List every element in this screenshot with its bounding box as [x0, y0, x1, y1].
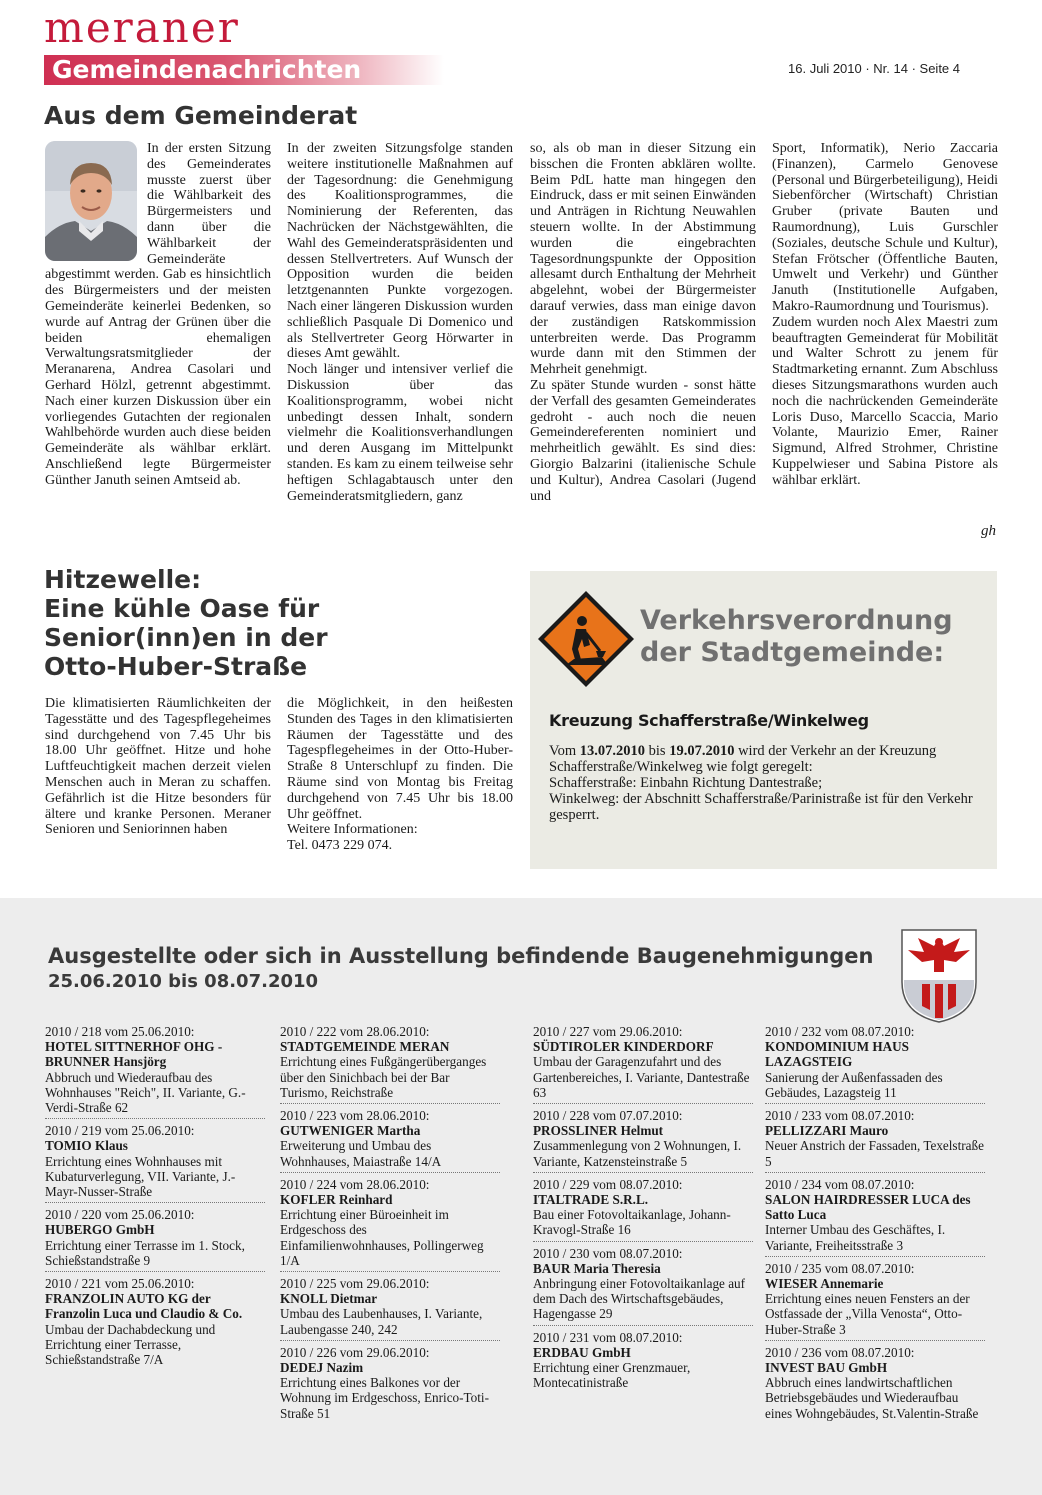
coat-of-arms-icon: [900, 928, 978, 1024]
notice-line: Schafferstraße: Einbahn Richtung Dantestraße;: [549, 775, 823, 791]
permit-holder: ITALTRADE S.R.L.: [533, 1192, 649, 1208]
permit-holder: FRANZOLIN AUTO KG der Franzolin Luca und Claudio & Co.: [45, 1291, 243, 1322]
notice-line: Winkelweg: der Abschnitt Schafferstraße/Parinistraße ist für den Verkehr gesperrt.: [549, 791, 973, 823]
notice-title-line: Verkehrsverordnung: [640, 605, 953, 636]
permit-holder: KOFLER Reinhard: [280, 1192, 393, 1208]
permit-entry: [45, 1024, 265, 1119]
permit-description: Errichtung einer Grenzmauer, Montecatinistraße: [533, 1360, 691, 1391]
permit-ref: 2010 / 236 vom 08.07.2010:: [765, 1344, 915, 1360]
article1-paragraph: Zu später Stunde wurden - sonst hätte der Verfall des gesamten Gemeinderates gedroht - auch noch die neuen Gemeindereferenten nominiert und mehrheitlich gewählt. Es sind dies: Giorgio Balzarini (italienische Schule und Kultur), Andrea Casolari (Jugend und: [530, 377, 756, 504]
permit-ref: 2010 / 233 vom 08.07.2010:: [765, 1108, 915, 1124]
article1-column-2: [287, 141, 513, 504]
permits-column-4: [765, 1024, 985, 1428]
issue-info: 16. Juli 2010 · Nr. 14 · Seite 4: [788, 61, 960, 76]
permits-column-1: [45, 1024, 265, 1374]
permit-entry: [765, 1108, 985, 1173]
permit-entry: [280, 1024, 500, 1104]
permit-holder: SÜDTIROLER KINDERDORF: [533, 1039, 714, 1055]
permit-description: Interner Umbau des Geschäftes, I. Variante, Freiheitsstraße 3: [765, 1222, 946, 1253]
article1-paragraph: In der ersten Sitzung des Gemeinderates musste zuerst über die Wählbarkeit des Bürgermeisters und dann über die Wählbarkeit der Gemeinderäte abgestimmt werden. Gab es hinsichtlich des Bürgermeisters und der meisten Gemeinderäte keinerlei Bedenken, so wurde auf Antrag der Grünen über die beiden ehemaligen Verwaltungsratsmitglieder der Meranarena, Andrea Casolari und Gerhard Hölzl, getrennt abgestimmt. Nach einer kurzen Diskussion über ein vorliegendes Gutachten der regionalen Wahlbehörde wurden auch diese beiden Gemeinderäte als wählbar erklärt. Anschließend legte Bürgermeister Günther Januth seinen Amtseid ab.: [45, 141, 271, 488]
notice-subtitle: Kreuzung Schafferstraße/Winkelweg: [549, 711, 869, 730]
article1-paragraph: Zudem wurden noch Alex Maestri zum beauftragten Gemeinderat für Mobilität und Walter Schrott zu jenem für Stadtmarketing ernannt. Zum Abschluss dieses Sitzungsmarathons wurden auch noch die nachrückenden Gemeinderäte Loris Duso, Marcello Scaccia, Mario Volante, Maurizio Emer, Rainer Sigmund, Alfred Strohmer, Christine Kuppelwieser und Sabina Pistore als wählbar erklärt.: [772, 314, 998, 488]
article2-paragraph: Weitere Informationen:: [287, 822, 418, 838]
permit-description: Errichtung eines Fußgängerüberganges über den Sinichbach bei der Bar Turismo, Reichstraße: [280, 1054, 487, 1100]
permit-entry: [533, 1024, 753, 1104]
permit-entry: [533, 1177, 753, 1242]
article1-paragraph: so, als ob man in dieser Sitzung ein bisschen die Fronten abklären wollte. Beim PdL hatte man hingegen den Eindruck, dass er mit seinen Einwänden und Anträgen in Richtung Neuwahlen steuern wollte. In der Abstimmung wurden die eingebrachten Tagesordnungspunkte der Opposition allesamt durch Enthaltung der Mehrheit abgelehnt, wobei der Bürgermeister darauf verwies, dass man einige davon der zuständigen Ratskommission unterbreiten werde. Das Programm wurde dann mit den Stimmen der Mehrheit genehmigt.: [530, 141, 756, 378]
permit-holder: STADTGEMEINDE MERAN: [280, 1039, 450, 1055]
permit-holder: INVEST BAU GmbH: [765, 1360, 888, 1376]
notice-text: Vom 13.07.2010 bis 19.07.2010 wird der Verkehr an der Kreuzung Schafferstraße/Winkelweg wie folgt geregelt: Schafferstraße: Einbahn Richtung Dantestraße; Winkelweg: der Abschnitt Schafferstraße/Parinistraße ist für den Verkehr gesperrt.: [549, 743, 981, 823]
permit-holder: SALON HAIRDRESSER LUCA des Satto Luca: [765, 1192, 971, 1223]
headline-line: Otto-Huber-Straße: [44, 652, 308, 681]
author-signature: gh: [981, 523, 996, 539]
permit-ref: 2010 / 231 vom 08.07.2010:: [533, 1329, 683, 1345]
roadwork-sign-icon: [536, 589, 636, 689]
headline-line: Hitzewelle:: [44, 565, 202, 594]
article2-paragraph: die Möglichkeit, in den heißesten Stunden des Tages in den klimatisierten Räumen der Tagesstätte und des Tagespflegeheimes in der Otto-Huber-Straße 8 Unterschlupf zu finden. Die Räume sind von Montag bis Freitag durchgehend von 7.45 Uhr bis 18.00 Uhr geöffnet.: [287, 696, 513, 822]
article2-column-1: [45, 696, 271, 838]
permit-holder: PROSSLINER Helmut: [533, 1123, 664, 1139]
masthead-logo: meraner: [44, 3, 240, 52]
date-from: 13.07.2010: [579, 743, 646, 759]
permit-description: Sanierung der Außenfassaden des Gebäudes, Lazagsteig 11: [765, 1069, 943, 1100]
permit-ref: 2010 / 230 vom 08.07.2010:: [533, 1245, 683, 1261]
permit-description: Errichtung eines Balkones vor der Wohnung im Erdgeschoss, Enrico-Toti-Straße 51: [280, 1375, 489, 1421]
permit-ref: 2010 / 219 vom 25.06.2010:: [45, 1123, 195, 1139]
permit-description: Umbau der Garagenzufahrt und des Gartenbereiches, I. Variante, Dantestraße 63: [533, 1054, 750, 1100]
permit-ref: 2010 / 224 vom 28.06.2010:: [280, 1176, 430, 1192]
permit-entry: [280, 1345, 500, 1424]
permit-description: Umbau der Dachabdeckung und Errichtung einer Terrasse, Schießstandstraße 7/A: [45, 1321, 216, 1368]
permit-description: Errichtung einer Terrasse im 1. Stock, Schießstandstraße 9: [45, 1237, 245, 1268]
article1-column-1: [45, 141, 271, 489]
permit-entry: [533, 1330, 753, 1394]
permit-entry: [280, 1177, 500, 1272]
permit-description: Neuer Anstrich der Fassaden, Texelstraße 5: [765, 1138, 984, 1169]
permit-holder: BAUR Maria Theresia: [533, 1260, 661, 1276]
permit-holder: ERDBAU GmbH: [533, 1344, 631, 1360]
permit-ref: 2010 / 222 vom 28.06.2010:: [280, 1024, 430, 1039]
article2-paragraph: Die klimatisierten Räumlichkeiten der Tagesstätte und des Tagespflegeheimes sind durchgehend von 7.45 Uhr bis 18.00 Uhr geöffnet. Hitze und hohe Luftfeuchtigkeit machen derzeit vielen Menschen auch in Meran zu schaffen. Gefährlich ist die Hitze besonders für ältere und kranke Personen. Meraner Senioren und Seniorinnen haben: [45, 696, 271, 838]
permit-entry: [765, 1345, 985, 1424]
permit-entry: [280, 1108, 500, 1173]
notice-title-line: der Stadtgemeinde:: [640, 637, 945, 668]
permit-description: Errichtung eines neuen Fensters an der Ostfassade der „Villa Venosta“, Otto-Huber-Straße 3: [765, 1291, 970, 1337]
notice-title: [640, 605, 953, 669]
permit-description: Erweiterung und Umbau des Wohnhauses, Maiastraße 14/A: [280, 1138, 442, 1169]
permit-ref: 2010 / 220 vom 25.06.2010:: [45, 1207, 195, 1223]
article1-paragraph: In der zweiten Sitzungsfolge standen weitere institutionelle Maßnahmen auf der Tagesordnung: die Genehmigung des Koalitionsprogrammes, die Nominierung der Referenten, das Nachrücken der Nächstgewählten, die Wahl des Gemeinderatspräsidenten und dessen Stellvertreters. Auf Wunsch der Opposition wurden die beiden letztgenannten Punkte vorgezogen. Nach einer längeren Diskussion wurden schließlich Pasquale Di Domenico und als Stellvertreter Georg Hörwarter in dieses Amt gewählt.: [287, 141, 513, 362]
portrait-photo: [45, 141, 137, 261]
permit-ref: 2010 / 234 vom 08.07.2010:: [765, 1176, 915, 1192]
permit-description: Abbruch eines landwirtschaftlichen Betriebsgebäudes und Wiederaufbau eines Wohngebäudes, St.Valentin-Straße: [765, 1375, 979, 1421]
permit-description: Zusammenlegung von 2 Wohnungen, I. Variante, Katzensteinstraße 5: [533, 1138, 742, 1169]
permit-ref: 2010 / 235 vom 08.07.2010:: [765, 1260, 915, 1276]
permit-entry: [45, 1207, 265, 1272]
permit-description: Anbringung einer Fotovoltaikanlage auf dem Dach des Wirtschaftsgebäudes, Hagengasse 29: [533, 1276, 746, 1322]
article1-paragraph: Sport, Informatik), Nerio Zaccaria (Finanzen), Carmelo Genovese (Personal und Bürgerbeteiligung), Heidi Siebenförcher (Wirtschaft) Christian Gruber (private Bauten und Raumordnung), Luis Gurschler (Soziales, deutsche Schule und Kultur), Stefan Frötscher (Öffentliche Bauten, Umwelt und Verkehr) und Günther Januth (Institutionelle Aufgaben, Makro-Raumordnung und Tourismus).: [772, 141, 998, 314]
permit-entry: [765, 1024, 985, 1104]
permit-ref: 2010 / 218 vom 25.06.2010:: [45, 1024, 195, 1039]
permit-holder: TOMIO Klaus: [45, 1138, 128, 1154]
article2-headline: [44, 565, 328, 681]
permits-title: Ausgestellte oder sich in Ausstellung befindende Baugenehmigungen: [48, 944, 874, 968]
permit-ref: 2010 / 228 vom 07.07.2010:: [533, 1108, 683, 1124]
permit-description: Errichtung einer Büroeinheit im Erdgeschoss des Einfamilienwohnhauses, Pollingerweg 1/A: [280, 1207, 484, 1268]
article1-headline: Aus dem Gemeinderat: [44, 101, 358, 130]
article1-column-3: [530, 141, 756, 504]
traffic-notice-box: [530, 571, 997, 869]
permit-ref: 2010 / 229 vom 08.07.2010:: [533, 1176, 683, 1192]
permit-description: Abbruch und Wiederaufbau des Wohnhauses "Reich", II. Variante, G.-Verdi-Straße 62: [45, 1069, 246, 1116]
section-title: Gemeindenachrichten: [52, 55, 362, 84]
permit-holder: GUTWENIGER Martha: [280, 1123, 421, 1139]
permit-holder: KONDOMINIUM HAUS LAZAGSTEIG: [765, 1039, 909, 1070]
permit-description: Errichtung eines Wohnhauses mit Kubaturverlegung, VII. Variante, J.-Mayr-Nusser-Straße: [45, 1153, 236, 1200]
permit-entry: [45, 1123, 265, 1203]
permit-ref: 2010 / 226 vom 29.06.2010:: [280, 1344, 430, 1360]
permit-ref: 2010 / 223 vom 28.06.2010:: [280, 1108, 430, 1124]
article2-column-2: [287, 696, 513, 854]
permit-ref: 2010 / 225 vom 29.06.2010:: [280, 1276, 430, 1292]
permit-holder: HOTEL SITTNERHOF OHG - BRUNNER Hansjörg: [45, 1039, 223, 1070]
permit-ref: 2010 / 227 vom 29.06.2010:: [533, 1024, 683, 1039]
permit-ref: 2010 / 221 vom 25.06.2010:: [45, 1276, 195, 1292]
permits-period: 25.06.2010 bis 08.07.2010: [48, 971, 319, 992]
permit-ref: 2010 / 232 vom 08.07.2010:: [765, 1024, 915, 1039]
permit-holder: KNOLL Dietmar: [280, 1291, 378, 1307]
article2-paragraph: Tel. 0473 229 074.: [287, 838, 393, 854]
headline-line: Senior(inn)en in der: [44, 623, 328, 652]
permit-holder: WIESER Annemarie: [765, 1276, 884, 1292]
permit-holder: PELLIZZARI Mauro: [765, 1123, 889, 1139]
article1-paragraph: Noch länger und intensiver verlief die Diskussion über das Koalitionsprogramm, wobei nicht unbedingt dessen Inhalt, sondern vielmehr die Koalitionsverhandlungen und deren Ausgang im Mittelpunkt standen. Es kam zu einem teilweise sehr heftigen Schlagabtausch unter den Gemeinderatsmitgliedern, ganz: [287, 362, 513, 504]
permit-entry: [765, 1261, 985, 1341]
article1-column-4: [772, 141, 998, 489]
permits-column-3: [533, 1024, 753, 1397]
permit-entry: [533, 1246, 753, 1326]
permit-entry: [533, 1108, 753, 1173]
permit-description: Umbau des Laubenhauses, I. Variante, Laubengasse 240, 242: [280, 1306, 483, 1337]
permit-entry: [280, 1276, 500, 1341]
permits-heading: [48, 943, 874, 995]
permit-holder: HUBERGO GmbH: [45, 1222, 155, 1238]
permit-description: Bau einer Fotovoltaikanlage, Johann-Kravogl-Straße 16: [533, 1207, 731, 1238]
permit-entry: [765, 1177, 985, 1257]
permits-column-2: [280, 1024, 500, 1428]
permit-entry: [45, 1276, 265, 1370]
permit-holder: DEDEJ Nazim: [280, 1360, 364, 1376]
date-to: 19.07.2010: [669, 743, 735, 759]
portrait-icon: [45, 141, 137, 261]
headline-line: Eine kühle Oase für: [44, 594, 320, 623]
